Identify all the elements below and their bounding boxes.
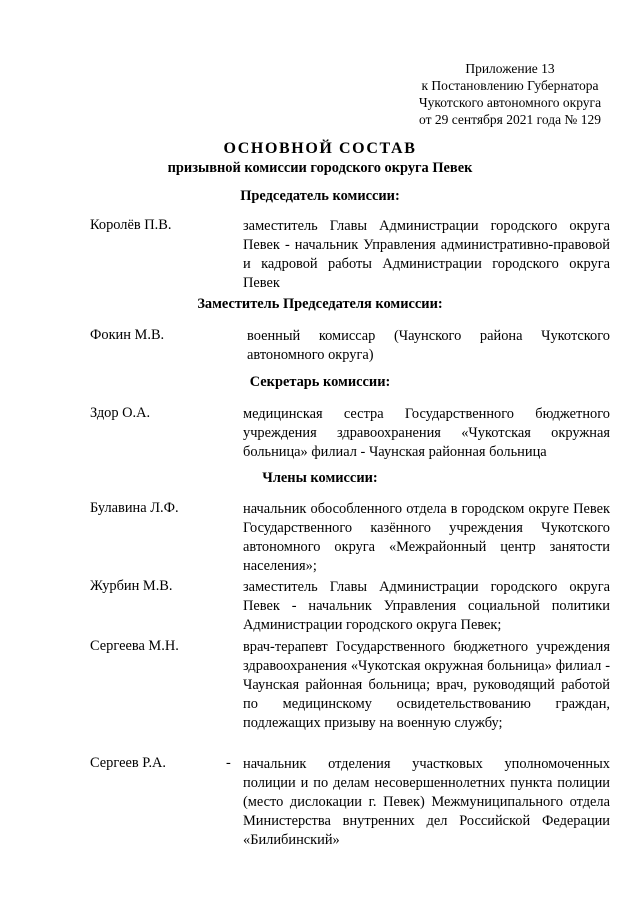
member-description: заместитель Главы Администрации городского округа Певек - начальник Управления административно-правовой и кадровой работы Администрации городского округа Певек (243, 218, 610, 291)
annex-line: Приложение 13 (465, 61, 555, 76)
document-title: ОСНОВНОЙ СОСТАВ (223, 140, 417, 157)
member-description: медицинская сестра Государственного бюджетного учреждения здравоохранения «Чукотская окружная больница» филиал - Чаунская районная больница (243, 406, 610, 460)
member-name: Журбин М.В. (90, 578, 173, 594)
member-description: врач-терапевт Государственного бюджетного учреждения здравоохранения «Чукотская окружная больница» филиал - Чаунская районная больница; врач, руководящий работой по медицинскому освидетельствованию граждан, подлежащих призыву на военную службу; (243, 639, 610, 731)
member-name: Здор О.А. (90, 405, 151, 421)
annex-line: от 29 сентября 2021 года № 129 (419, 112, 601, 127)
member-description: заместитель Главы Администрации городского округа Певек - начальник Управления социальной политики Администрации городского округа Певек; (243, 579, 610, 633)
secretary-heading: Секретарь комиссии: (249, 374, 391, 390)
member-description: начальник обособленного отдела в городском округе Певек Государственного казённого учреждения Чукотского автономного округа «Межрайонный центр занятости населения»; (243, 501, 610, 574)
member-name: Сергеев Р.А. (90, 755, 167, 771)
members-heading: Члены комиссии: (262, 470, 378, 486)
member-name: Королёв П.В. (90, 217, 172, 233)
annex-line: Чукотского автономного округа (418, 95, 602, 110)
member-description: начальник отделения участковых уполномоченных полиции и по делам несовершеннолетних пункта полиции (место дислокации г. Певек) Межмуниципального отдела Министерства внутренних дел Российской Федерации «Билибинский» (243, 756, 610, 848)
member-dash: - (226, 755, 231, 771)
document-subtitle: призывной комиссии городского округа Певек (167, 160, 473, 176)
member-name: Булавина Л.Ф. (90, 500, 179, 516)
annex-line: к Постановлению Губернатора (421, 78, 599, 93)
member-name: Сергеева М.Н. (90, 638, 179, 654)
annex-block (400, 60, 620, 128)
deputy-heading: Заместитель Председателя комиссии: (197, 296, 443, 312)
member-name: Фокин М.В. (90, 327, 165, 343)
chairman-heading: Председатель комиссии: (240, 188, 400, 204)
member-description: военный комиссар (Чаунского района Чукотского автономного округа) (247, 328, 610, 363)
